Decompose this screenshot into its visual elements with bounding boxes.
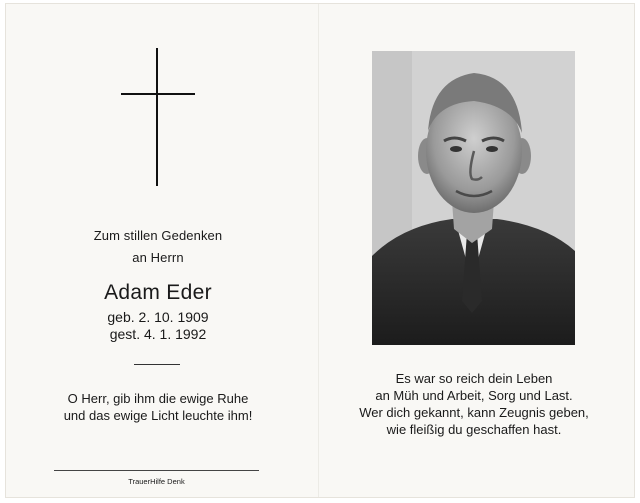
card-fold (318, 4, 319, 497)
intro-line-2: an Herrn (132, 250, 184, 265)
footer-rule (54, 470, 259, 471)
verse-line-2: an Müh und Arbeit, Sorg und Last. (375, 388, 573, 403)
birth-date: geb. 2. 10. 1909 (107, 309, 209, 325)
death-date: gest. 4. 1. 1992 (109, 326, 207, 342)
intro-line-1: Zum stillen Gedenken (93, 228, 223, 243)
publisher-mark: TrauerHilfe Denk (128, 477, 185, 486)
divider (134, 364, 180, 365)
verse-line-3: Wer dich gekannt, kann Zeugnis geben, (359, 405, 589, 420)
portrait-photo (372, 51, 575, 345)
prayer-line-2: und das ewige Licht leuchte ihm! (63, 408, 253, 423)
deceased-name: Adam Eder (104, 281, 212, 304)
verse-line-4: wie fleißig du geschaffen hast. (386, 422, 562, 437)
prayer-line-1: O Herr, gib ihm die ewige Ruhe (67, 391, 249, 406)
verse-line-1: Es war so reich dein Leben (395, 371, 553, 386)
cross-icon (121, 48, 195, 186)
